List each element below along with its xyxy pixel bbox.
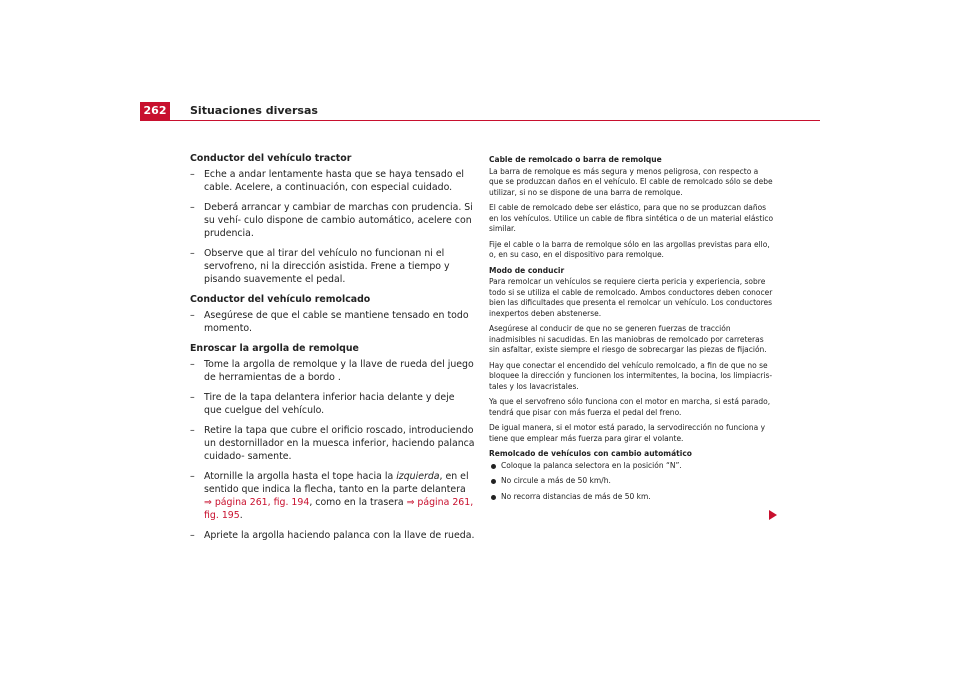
continue-arrow-icon	[769, 510, 777, 520]
list-item: – Eche a andar lentamente hasta que se haya tensado el cable. Acelere, a continuación, con especial cuidado.	[190, 169, 464, 193]
bullet-dot-icon	[491, 479, 496, 484]
bullet-item: No recorra distancias de más de 50 km.	[489, 492, 774, 503]
paragraph: Asegúrese al conducir de que no se generen fuerzas de tracción inadmisibles ni sacudidas. En las maniobras de remolcado por carreteras sin asfaltar, existe siempre el riesgo de sobrecargar las piezas de fijación.	[489, 324, 767, 354]
bullet-dot-icon	[491, 495, 496, 500]
page-number: 262	[140, 102, 170, 120]
heading-tow-cable: Cable de remolcado o barra de remolque	[489, 155, 662, 164]
bullet-item: No circule a más de 50 km/h.	[489, 476, 774, 487]
paragraph: Hay que conectar el encendido del vehículo remolcado, a fin de que no se bloquee la dirección y funcionen los intermitentes, la bocina, los limpiacris- tales y los lavacristales.	[489, 360, 773, 391]
list-item: – Retire la tapa que cubre el orificio roscado, introduciendo un destornillador en la muesca inferior, haciendo palanca cuidado- samente.	[190, 425, 475, 462]
paragraph: Ya que el servofreno sólo funciona con el motor en marcha, si está parado, tendrá que pisar con más fuerza el pedal del freno.	[489, 397, 771, 417]
heading-screw-tow-ring: Enroscar la argolla de remolque	[190, 343, 359, 354]
bullet-item: Coloque la palanca selectora en la posición “N”.	[489, 461, 774, 472]
list-item: – Apriete la argolla haciendo palanca con la llave de rueda.	[190, 530, 475, 541]
list-item: – Deberá arrancar y cambiar de marchas con prudencia. Si su vehí- culo dispone de cambio automático, acelere con prudencia.	[190, 202, 473, 239]
page-link-fig-194[interactable]: ⇒ página 261, fig. 194	[204, 497, 310, 508]
section-title: Situaciones diversas	[190, 104, 318, 117]
list-item: – Atornille la argolla hasta el tope hacia la izquierda, en el sentido que indica la flecha, tanto en la parte delantera ⇒ página 261, fig. 194, como en la trasera ⇒ página 261, fig. 195.	[190, 471, 474, 521]
right-column	[489, 155, 774, 507]
heading-driving-mode: Modo de conducir	[489, 265, 565, 275]
page-header	[140, 102, 820, 121]
list-item: – Asegúrese de que el cable se mantiene tensado en todo momento.	[190, 310, 469, 334]
left-column	[190, 152, 475, 549]
bullet-dot-icon	[491, 464, 496, 469]
paragraph: Para remolcar un vehículos se requiere cierta pericia y experiencia, sobre todo si se utiliza el cable de remolcado. Ambos conductores deben conocer bien las dificultades que presenta el remolcar un vehículo. Los conductores inexpertos deben abstenerse.	[489, 277, 773, 318]
heading-tractor-driver: Conductor del vehículo tractor	[190, 153, 352, 164]
list-item: – Tome la argolla de remolque y la llave de rueda del juego de herramientas de a bordo .	[190, 359, 474, 383]
paragraph: La barra de remolque es más segura y menos peligrosa, con respecto a que se produzcan daños en el vehículo. El cable de remolcado sólo se debe utilizar, si no se dispone de una barra de remolque.	[489, 166, 773, 197]
page-link-fig-195[interactable]: ⇒ página 261, fig. 195	[204, 497, 474, 521]
paragraph: Fije el cable o la barra de remolque sólo en las argollas previstas para ello, o, en su caso, en el dispositivo para remolque.	[489, 239, 770, 259]
list-item: – Tire de la tapa delantera inferior hacia delante y deje que cuelgue del vehículo.	[190, 392, 455, 416]
paragraph: El cable de remolcado debe ser elástico, para que no se produzcan daños en los vehículos. Utilice un cable de fibra sintética o de un material elástico similar.	[489, 203, 774, 233]
paragraph: De igual manera, si el motor está parado, la servodirección no funciona y tiene que emplear más fuerza para girar el volante.	[489, 423, 766, 443]
heading-automatic-towing: Remolcado de vehículos con cambio automático	[489, 449, 692, 458]
list-item: – Observe que al tirar del vehículo no funcionan ni el servofreno, ni la dirección asistida. Frene a tiempo y pisando suavemente el pedal.	[190, 248, 450, 285]
heading-towed-driver: Conductor del vehículo remolcado	[190, 294, 371, 305]
